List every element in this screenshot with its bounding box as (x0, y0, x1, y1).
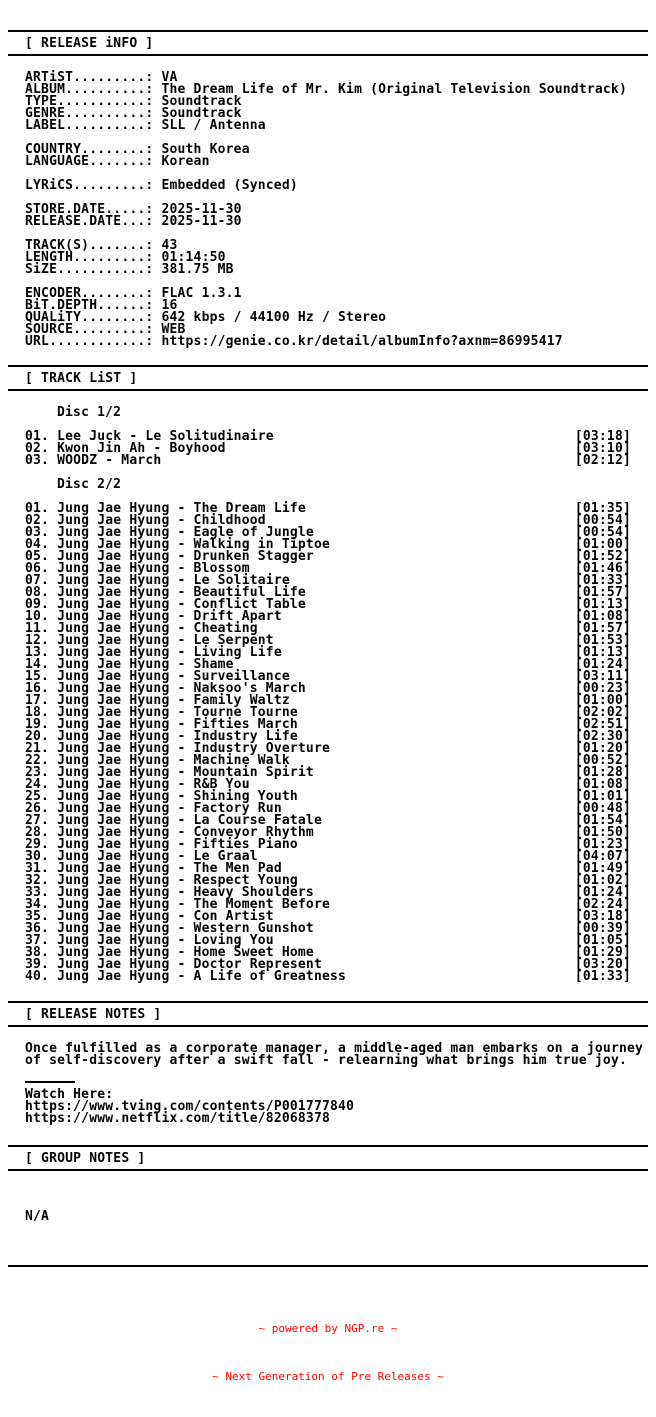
track-duration: [02:24] (574, 897, 631, 912)
field-value: 43 (161, 238, 178, 253)
track-number: 07. (25, 573, 50, 588)
footer-powered-by: ~ powered by NGP.re ~ (258, 1322, 398, 1335)
track-number: 25. (25, 789, 50, 804)
divider (8, 1265, 648, 1267)
track-number: 17. (25, 693, 50, 708)
track-duration: [00:23] (574, 681, 631, 696)
track-name: Lee Juck - Le Solitudinaire (57, 429, 274, 444)
disc-block (25, 407, 631, 467)
track-name: Jung Jae Hyung - Conveyor Rhythm (57, 825, 314, 840)
field-label: COUNTRY........: (25, 142, 154, 157)
track-number: 22. (25, 753, 50, 768)
field-value: 2025-11-30 (161, 214, 242, 229)
track-duration: [03:18] (574, 429, 631, 444)
track-number: 34. (25, 897, 50, 912)
info-field-row (25, 264, 631, 276)
track-name: Kwon Jin Ah - Boyhood (57, 441, 226, 456)
field-label: LENGTH.........: (25, 250, 154, 265)
track-number: 29. (25, 837, 50, 852)
track-duration: [03:20] (574, 957, 631, 972)
track-duration: [01:53] (574, 633, 631, 648)
track-name: Jung Jae Hyung - Le Graal (57, 849, 258, 864)
field-value: 642 kbps / 44100 Hz / Stereo (161, 310, 387, 325)
track-duration: [01:33] (574, 969, 631, 984)
track-duration: [01:57] (574, 621, 631, 636)
synopsis-line: Once fulfilled as a corporate manager, a middle-aged man embarks on a journey (25, 1041, 644, 1056)
track-number: 16. (25, 681, 50, 696)
field-value: 2025-11-30 (161, 202, 242, 217)
track-name: Jung Jae Hyung - Beautiful Life (57, 585, 306, 600)
field-label: TRACK(S).......: (25, 238, 154, 253)
field-value: Soundtrack (161, 106, 242, 121)
field-value: SLL / Antenna (161, 118, 266, 133)
track-number: 10. (25, 609, 50, 624)
track-name: Jung Jae Hyung - Tourne Tourne (57, 705, 298, 720)
track-name: Jung Jae Hyung - Mountain Spirit (57, 765, 314, 780)
track-number: 05. (25, 549, 50, 564)
track-number: 37. (25, 933, 50, 948)
track-number: 40. (25, 969, 50, 984)
track-duration: [00:54] (574, 513, 631, 528)
track-duration: [01:23] (574, 837, 631, 852)
info-field-group (25, 240, 631, 276)
track-list-section (0, 391, 656, 1001)
track-duration: [01:46] (574, 561, 631, 576)
track-number: 12. (25, 633, 50, 648)
track-duration: [01:13] (574, 645, 631, 660)
track-name: Jung Jae Hyung - Fifties March (57, 717, 298, 732)
field-value: WEB (161, 322, 186, 337)
track-name: Jung Jae Hyung - Cheating (57, 621, 258, 636)
field-label: RELEASE.DATE...: (25, 214, 154, 229)
track-number: 18. (25, 705, 50, 720)
track-duration: [00:54] (574, 525, 631, 540)
field-label: STORE.DATE.....: (25, 202, 154, 217)
field-value: VA (161, 70, 178, 85)
track-name: Jung Jae Hyung - Heavy Shoulders (57, 885, 314, 900)
field-label: BiT.DEPTH......: (25, 298, 154, 313)
field-value: Soundtrack (161, 94, 242, 109)
info-field-row (25, 156, 631, 168)
group-notes-section (0, 1171, 656, 1265)
disc-title: Disc 2/2 (57, 477, 122, 492)
track-name: Jung Jae Hyung - Living Life (57, 645, 282, 660)
track-duration: [00:52] (574, 753, 631, 768)
track-name: WOODZ - March (57, 453, 162, 468)
track-number: 39. (25, 957, 50, 972)
nfo-page (0, 30, 656, 1383)
synopsis (25, 1041, 644, 1068)
track-name: Jung Jae Hyung - R&B You (57, 777, 250, 792)
track-duration: [01:24] (574, 657, 631, 672)
field-label: SiZE...........: (25, 262, 154, 277)
track-name: Jung Jae Hyung - Le Serpent (57, 633, 274, 648)
group-notes-value: N/A (25, 1209, 50, 1224)
track-name: Jung Jae Hyung - Factory Run (57, 801, 282, 816)
track-number: 11. (25, 621, 50, 636)
track-name: Jung Jae Hyung - Drift Apart (57, 609, 282, 624)
synopsis-line: of self-discovery after a swift fall - relearning what brings him true joy. (25, 1053, 627, 1068)
field-label: ENCODER........: (25, 286, 154, 301)
track-number: 31. (25, 861, 50, 876)
track-name: Jung Jae Hyung - Eagle of Jungle (57, 525, 314, 540)
track-name: Jung Jae Hyung - Western Gunshot (57, 921, 314, 936)
track-duration: [01:52] (574, 549, 631, 564)
track-duration: [03:10] (574, 441, 631, 456)
track-number: 01. (25, 429, 50, 444)
track-number: 13. (25, 645, 50, 660)
track-name: Jung Jae Hyung - Conflict Table (57, 597, 306, 612)
info-field-row (25, 216, 631, 228)
track-number: 21. (25, 741, 50, 756)
track-row (25, 455, 631, 467)
info-field-row (25, 336, 631, 348)
track-name: Jung Jae Hyung - The Dream Life (57, 501, 306, 516)
track-name: Jung Jae Hyung - La Course Fatale (57, 813, 322, 828)
track-row (25, 971, 631, 983)
disc-tracks (25, 431, 631, 467)
field-label: LYRiCS.........: (25, 178, 154, 193)
footer (0, 1289, 656, 1417)
track-number: 04. (25, 537, 50, 552)
field-label: QUALiTY........: (25, 310, 154, 325)
field-value: Embedded (Synced) (161, 178, 298, 193)
track-number: 36. (25, 921, 50, 936)
disc-title: Disc 1/2 (57, 405, 122, 420)
info-field-group (25, 180, 631, 192)
track-name: Jung Jae Hyung - Family Waltz (57, 693, 290, 708)
track-name: Jung Jae Hyung - Doctor Represent (57, 957, 322, 972)
track-number: 28. (25, 825, 50, 840)
field-value: 381.75 MB (161, 262, 234, 277)
track-duration: [01:20] (574, 741, 631, 756)
track-label (25, 455, 161, 467)
field-label: SOURCE.........: (25, 322, 154, 337)
section-title-track-list: [ TRACK LiST ] (25, 371, 138, 386)
track-number: 09. (25, 597, 50, 612)
track-number: 27. (25, 813, 50, 828)
track-duration: [00:48] (574, 801, 631, 816)
track-duration: [01:08] (574, 777, 631, 792)
track-number: 14. (25, 657, 50, 672)
field-value: 01:14:50 (161, 250, 226, 265)
track-duration: [02:02] (574, 705, 631, 720)
field-value: South Korea (161, 142, 250, 157)
track-number: 03. (25, 453, 50, 468)
track-name: Jung Jae Hyung - Industry Life (57, 729, 298, 744)
track-number: 19. (25, 717, 50, 732)
track-duration: [01:24] (574, 885, 631, 900)
disc-block (25, 479, 631, 983)
section-title-release-info: [ RELEASE iNFO ] (25, 36, 154, 51)
info-field-row (25, 120, 631, 132)
track-duration: [01:01] (574, 789, 631, 804)
watch-link-url: https://www.netflix.com/title/82068378 (25, 1111, 331, 1126)
track-number: 03. (25, 525, 50, 540)
track-number: 38. (25, 945, 50, 960)
track-duration: [01:54] (574, 813, 631, 828)
track-name: Jung Jae Hyung - A Life of Greatness (57, 969, 347, 984)
track-name: Jung Jae Hyung - Surveillance (57, 669, 290, 684)
track-name: Jung Jae Hyung - The Moment Before (57, 897, 331, 912)
field-value: FLAC 1.3.1 (161, 286, 242, 301)
track-name: Jung Jae Hyung - Naksoo's March (57, 681, 306, 696)
track-number: 24. (25, 777, 50, 792)
track-number: 26. (25, 801, 50, 816)
track-name: Jung Jae Hyung - Childhood (57, 513, 266, 528)
track-duration: [01:28] (574, 765, 631, 780)
field-value: 16 (161, 298, 178, 313)
field-label: TYPE...........: (25, 94, 154, 109)
field-label: ARTiST.........: (25, 70, 154, 85)
info-field-group (25, 288, 631, 348)
track-number: 32. (25, 873, 50, 888)
track-number: 08. (25, 585, 50, 600)
track-duration: [01:00] (574, 693, 631, 708)
field-value: https://genie.co.kr/detail/albumInfo?axnm=86995417 (161, 334, 563, 349)
track-duration: [03:11] (574, 669, 631, 684)
field-value: Korean (161, 154, 210, 169)
release-info-section (0, 56, 656, 365)
track-duration: [01:08] (574, 609, 631, 624)
track-name: Jung Jae Hyung - Walking in Tiptoe (57, 537, 331, 552)
track-number: 15. (25, 669, 50, 684)
release-notes-section (0, 1027, 656, 1145)
disc-tracks (25, 503, 631, 983)
track-duration: [01:29] (574, 945, 631, 960)
field-label: LANGUAGE.......: (25, 154, 154, 169)
track-number: 02. (25, 441, 50, 456)
track-name: Jung Jae Hyung - Shining Youth (57, 789, 298, 804)
track-number: 06. (25, 561, 50, 576)
track-name: Jung Jae Hyung - Loving You (57, 933, 274, 948)
field-label: ALBUM..........: (25, 82, 154, 97)
watch-links (25, 1101, 631, 1125)
track-duration: [01:00] (574, 537, 631, 552)
track-duration: [01:49] (574, 861, 631, 876)
track-name: Jung Jae Hyung - Respect Young (57, 873, 298, 888)
field-label: LABEL..........: (25, 118, 154, 133)
watch-here-label: Watch Here: (25, 1087, 114, 1102)
watch-link-url: https://www.tving.com/contents/P001777840 (25, 1099, 355, 1114)
track-number: 35. (25, 909, 50, 924)
track-name: Jung Jae Hyung - Le Solitaire (57, 573, 290, 588)
track-name: Jung Jae Hyung - Machine Walk (57, 753, 290, 768)
field-value: The Dream Life of Mr. Kim (Original Television Soundtrack) (161, 82, 627, 97)
track-duration: [02:30] (574, 729, 631, 744)
track-name: Jung Jae Hyung - Blossom (57, 561, 250, 576)
track-duration: [01:50] (574, 825, 631, 840)
track-number: 01. (25, 501, 50, 516)
info-field-group (25, 204, 631, 228)
track-number: 33. (25, 885, 50, 900)
section-title-release-notes: [ RELEASE NOTES ] (25, 1007, 162, 1022)
track-duration: [02:51] (574, 717, 631, 732)
track-duration: [02:12] (574, 453, 631, 468)
short-divider (25, 1081, 75, 1083)
track-duration: [04:07] (574, 849, 631, 864)
track-name: Jung Jae Hyung - Con Artist (57, 909, 274, 924)
section-title-group-notes: [ GROUP NOTES ] (25, 1151, 146, 1166)
track-name: Jung Jae Hyung - Shame (57, 657, 234, 672)
field-label: URL............: (25, 334, 154, 349)
track-duration: [00:39] (574, 921, 631, 936)
track-duration: [01:13] (574, 597, 631, 612)
footer-tagline: ~ Next Generation of Pre Releases ~ (212, 1370, 444, 1383)
track-number: 20. (25, 729, 50, 744)
field-label: GENRE..........: (25, 106, 154, 121)
track-duration: [03:18] (574, 909, 631, 924)
track-number: 23. (25, 765, 50, 780)
track-duration: [01:35] (574, 501, 631, 516)
track-duration: [01:57] (574, 585, 631, 600)
track-number: 30. (25, 849, 50, 864)
track-name: Jung Jae Hyung - Home Sweet Home (57, 945, 314, 960)
info-field-row (25, 180, 631, 192)
track-name: Jung Jae Hyung - The Men Pad (57, 861, 282, 876)
track-name: Jung Jae Hyung - Industry Overture (57, 741, 331, 756)
track-number: 02. (25, 513, 50, 528)
info-field-group (25, 72, 631, 132)
track-duration: [01:05] (574, 933, 631, 948)
track-duration: [01:02] (574, 873, 631, 888)
track-name: Jung Jae Hyung - Fifties Piano (57, 837, 298, 852)
track-name: Jung Jae Hyung - Drunken Stagger (57, 549, 314, 564)
info-field-group (25, 144, 631, 168)
track-duration: [01:33] (574, 573, 631, 588)
track-label (25, 971, 346, 983)
